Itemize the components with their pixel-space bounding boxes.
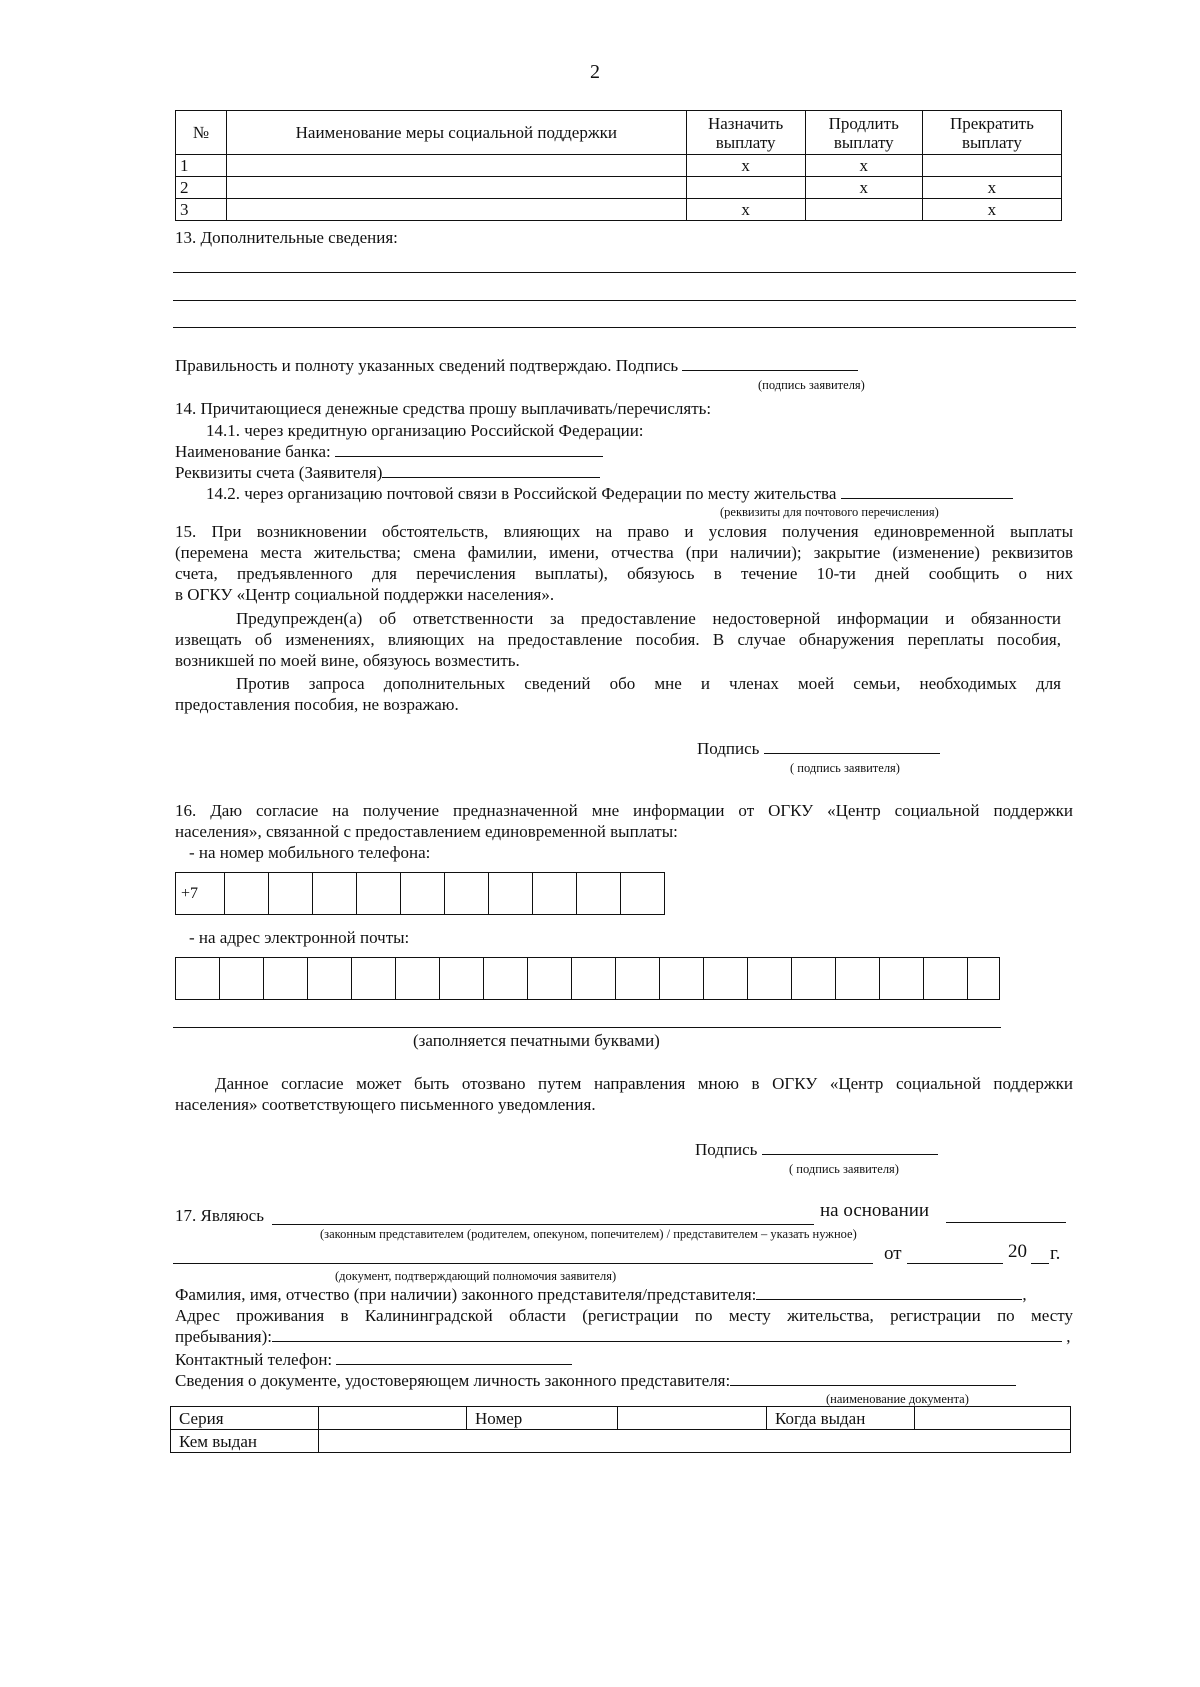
row-extend[interactable] — [805, 199, 922, 221]
s15-line: (перемена места жительства; смена фамилии, имени, отчества (при наличии); закрытие (изменение) реквизитов — [175, 543, 1073, 562]
phone-digit-cell[interactable] — [621, 873, 665, 915]
id-doc-row: Сведения о документе, удостоверяющем личность законного представителя: — [175, 1371, 1016, 1391]
header-number: № — [176, 111, 227, 155]
phone-digit-cell[interactable] — [401, 873, 445, 915]
address-line: Адрес проживания в Калининградской области (регистрации по месту жительства, регистрации по месту — [175, 1306, 1073, 1325]
email-char-cell[interactable] — [572, 958, 616, 1000]
representative-role-field[interactable] — [272, 1224, 814, 1225]
header-extend: Продлить выплату — [805, 111, 922, 155]
from-label: от — [884, 1243, 902, 1264]
fio-row: Фамилия, имя, отчество (при наличии) законного представителя/представителя: , — [175, 1285, 1027, 1304]
email-char-cell[interactable] — [880, 958, 924, 1000]
no-objection-line: Против запроса дополнительных сведений обо мне и членах моей семьи, необходимых для — [236, 674, 1061, 693]
confirm-text: Правильность и полноту указанных сведений подтверждаю. Подпись — [175, 356, 858, 376]
revoke-line: населения» соответствующего письменного уведомления. — [175, 1095, 596, 1114]
row-measure[interactable] — [227, 199, 687, 221]
signature-2-caption: ( подпись заявителя) — [789, 1162, 899, 1176]
row-stop[interactable]: x — [922, 199, 1061, 221]
s14-credit-org: 14.1. через кредитную организацию Российской Федерации: — [206, 421, 644, 440]
phone-consent-label: - на номер мобильного телефона: — [189, 843, 431, 862]
signature-2-field[interactable] — [762, 1140, 938, 1155]
row-extend[interactable]: x — [805, 155, 922, 177]
email-char-cell[interactable] — [924, 958, 968, 1000]
table-row — [176, 177, 1062, 199]
table-row — [176, 199, 1062, 221]
email-char-cell[interactable] — [396, 958, 440, 1000]
page-number: 2 — [590, 61, 600, 83]
address-line-last: пребывания): — [175, 1327, 272, 1346]
phone-digit-cell[interactable] — [533, 873, 577, 915]
phone-digit-cell[interactable] — [269, 873, 313, 915]
series-label: Серия — [171, 1407, 319, 1430]
contact-phone-field[interactable] — [336, 1350, 572, 1365]
no-objection-line: предоставления пособия, не возражаю. — [175, 695, 459, 714]
additional-info-line-3[interactable] — [173, 327, 1076, 328]
additional-info-line-2[interactable] — [173, 300, 1076, 301]
email-char-cell[interactable] — [704, 958, 748, 1000]
id-document-table — [170, 1406, 1071, 1453]
row-stop[interactable] — [922, 155, 1061, 177]
phone-digit-cell[interactable] — [489, 873, 533, 915]
signature-1-row: Подпись — [697, 739, 940, 759]
measures-table — [175, 110, 1062, 221]
warning-line: извещать об изменениях, влияющих на предоставление пособия. В случае обнаружения переплаты пособия, — [175, 630, 1061, 649]
s17-label: 17. Являюсь — [175, 1206, 264, 1225]
issued-by-label: Кем выдан — [171, 1430, 319, 1453]
warning-paragraph — [175, 608, 1061, 671]
email-char-cell[interactable] — [352, 958, 396, 1000]
s14-post: 14.2. через организацию почтовой связи в Российской Федерации по месту жительства — [206, 484, 1013, 504]
header-stop: Прекратить выплату — [922, 111, 1061, 155]
issued-when-field[interactable] — [915, 1407, 1071, 1430]
signature-2-row: Подпись — [695, 1140, 938, 1160]
email-char-cell[interactable] — [616, 958, 660, 1000]
row-stop[interactable]: x — [922, 177, 1061, 199]
print-letters-caption: (заполняется печатными буквами) — [413, 1031, 660, 1050]
number-label: Номер — [467, 1407, 618, 1430]
email-char-cell[interactable] — [176, 958, 220, 1000]
s15-line: 15. При возникновении обстоятельств, влияющих на право и условия получения единовременной выплаты — [175, 522, 1073, 541]
post-details-caption: (реквизиты для почтового перечисления) — [720, 505, 939, 519]
year-prefix: 20 — [1008, 1241, 1027, 1262]
year-suffix: г. — [1050, 1243, 1061, 1264]
confirm-signature-field[interactable] — [682, 356, 858, 371]
bank-name-row: Наименование банка: — [175, 442, 603, 462]
header-measure: Наименование меры социальной поддержки — [227, 111, 687, 155]
fio-field[interactable] — [756, 1285, 1022, 1300]
row-assign[interactable]: x — [686, 155, 805, 177]
s14-title: 14. Причитающиеся денежные средства прошу выплачивать/перечислять: — [175, 399, 712, 418]
phone-digit-cell[interactable] — [313, 873, 357, 915]
email-print-line[interactable] — [173, 1027, 1001, 1028]
phone-digit-cell[interactable] — [357, 873, 401, 915]
phone-digit-cell[interactable] — [445, 873, 489, 915]
basis-field[interactable] — [946, 1222, 1066, 1223]
series-field[interactable] — [319, 1407, 467, 1430]
authority-document-field[interactable] — [173, 1263, 873, 1264]
s16-line: населения», связанной с предоставлением единовременной выплаты: — [175, 822, 678, 841]
phone-digit-cell[interactable] — [225, 873, 269, 915]
additional-info-label: 13. Дополнительные сведения: — [175, 228, 398, 247]
role-caption: (законным представителем (родителем, опекуном, попечителем) / представителем – указать нужное) — [320, 1227, 857, 1241]
revoke-paragraph — [175, 1073, 1073, 1115]
email-char-cell[interactable] — [264, 958, 308, 1000]
email-char-cell[interactable] — [484, 958, 528, 1000]
email-cells — [175, 957, 1000, 1000]
phone-prefix: +7 — [176, 873, 225, 915]
contact-phone-row: Контактный телефон: — [175, 1350, 572, 1370]
s16-line: 16. Даю согласие на получение предназначенной мне информации от ОГКУ «Центр социальной поддержки — [175, 801, 1073, 820]
number-field[interactable] — [618, 1407, 767, 1430]
authority-doc-caption: (документ, подтверждающий полномочия заявителя) — [335, 1269, 617, 1283]
row-assign[interactable] — [686, 177, 805, 199]
signature-1-caption: ( подпись заявителя) — [790, 761, 900, 775]
row-measure[interactable] — [227, 177, 687, 199]
phone-cells — [175, 872, 665, 915]
email-char-cell[interactable] — [528, 958, 572, 1000]
row-number: 3 — [176, 199, 227, 221]
additional-info-line-1[interactable] — [173, 272, 1076, 273]
s15-line: счета, предъявленного для перечисления выплаты), обязуюсь в течение 10-ти дней сообщить о них — [175, 564, 1073, 583]
bank-name-field[interactable] — [335, 442, 603, 457]
account-row: Реквизиты счета (Заявителя) — [175, 463, 600, 483]
row-measure[interactable] — [227, 155, 687, 177]
header-assign: Назначить выплату — [686, 111, 805, 155]
id-doc-field[interactable] — [730, 1371, 1016, 1386]
row-number: 1 — [176, 155, 227, 177]
account-field[interactable] — [382, 463, 600, 478]
s15-line: в ОГКУ «Центр социальной поддержки населения». — [175, 585, 555, 604]
phone-digit-cell[interactable] — [577, 873, 621, 915]
post-details-field[interactable] — [841, 484, 1013, 499]
signature-1-field[interactable] — [764, 739, 940, 754]
no-objection-paragraph — [175, 673, 1061, 715]
email-char-cell[interactable] — [836, 958, 880, 1000]
warning-line: Предупрежден(а) об ответственности за предоставление недостоверной информации и обязанности — [236, 609, 1061, 628]
email-consent-label: - на адрес электронной почты: — [189, 928, 410, 947]
s15-paragraph — [175, 521, 1073, 605]
table-row — [176, 155, 1062, 177]
basis-label: на основании — [820, 1200, 930, 1221]
authority-date-field[interactable] — [907, 1263, 1003, 1264]
email-char-cell[interactable] — [440, 958, 484, 1000]
s16-paragraph — [175, 800, 1073, 842]
address-paragraph: Адрес проживания в Калининградской области (регистрации по месту жительства, регистрации по месту пребывания): , — [175, 1306, 1073, 1346]
issued-by-field[interactable] — [319, 1430, 1071, 1453]
year-field[interactable] — [1031, 1263, 1049, 1264]
email-char-cell[interactable] — [660, 958, 704, 1000]
row-number: 2 — [176, 177, 227, 199]
email-char-cell[interactable] — [220, 958, 264, 1000]
issued-when-label: Когда выдан — [767, 1407, 915, 1430]
row-extend[interactable]: x — [805, 177, 922, 199]
email-char-cell[interactable] — [748, 958, 792, 1000]
row-assign[interactable]: x — [686, 199, 805, 221]
confirm-signature-caption: (подпись заявителя) — [758, 378, 865, 392]
email-char-cell[interactable] — [792, 958, 836, 1000]
warning-line: возникшей по моей вине, обязуюсь возместить. — [175, 651, 520, 670]
email-char-cell[interactable] — [308, 958, 352, 1000]
email-char-cell[interactable] — [968, 958, 1000, 1000]
revoke-line: Данное согласие может быть отозвано путем направления мною в ОГКУ «Центр социальной поддержки — [215, 1074, 1073, 1093]
address-field[interactable] — [272, 1327, 1062, 1342]
id-doc-caption: (наименование документа) — [826, 1392, 969, 1406]
